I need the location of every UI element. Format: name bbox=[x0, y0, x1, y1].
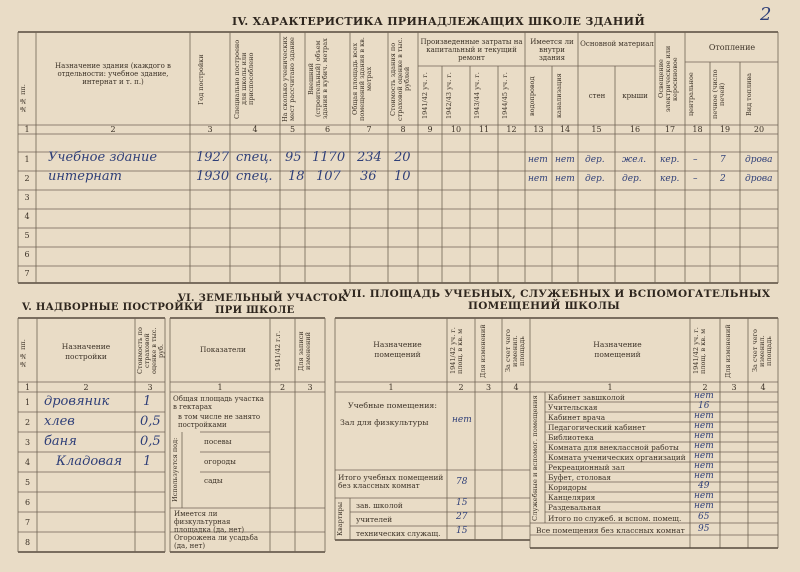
s7-rooms-header-left: Назначение помещений bbox=[373, 340, 422, 359]
rownum: 7 bbox=[24, 518, 31, 527]
outbuilding-name-cell: дровяник bbox=[44, 394, 110, 409]
building-year-cell: 1930 bbox=[196, 169, 230, 184]
s7-area-header-left: 1941/42 уч. г. площ. в кв. м bbox=[449, 327, 464, 375]
col-repair-group-header: Произведенные затраты на капитальный и текущий ремонт bbox=[420, 38, 523, 62]
col-repair-1941-header: 1941/42 уч. г. bbox=[421, 72, 429, 120]
colnum: 3 bbox=[485, 383, 492, 392]
s6-fenced: Огорожена ли усадьба (да, нет) bbox=[174, 534, 259, 550]
colnum: 2 bbox=[279, 383, 286, 392]
colnum: 14 bbox=[559, 125, 571, 134]
col-heating-header: Отопление bbox=[708, 43, 756, 52]
building-water-cell: нет bbox=[528, 155, 548, 165]
s6-sport-ground: Имеется ли физкультурная площадка (да, нет) bbox=[174, 510, 245, 534]
service-room-name: Буфет, столовая bbox=[548, 473, 611, 482]
rownum: 3 bbox=[24, 193, 30, 202]
s6-crops: посевы bbox=[204, 437, 232, 446]
outbuilding-cost-cell: 0,5 bbox=[140, 414, 161, 429]
col-lighting-header: Освещение электрическое или керосиновое bbox=[657, 45, 679, 113]
s7-apartments: Квартиры bbox=[336, 502, 344, 536]
colnum: 4 bbox=[513, 383, 519, 392]
colnum: 3 bbox=[307, 383, 313, 392]
section6-title-2: ПРИ ШКОЛЕ bbox=[215, 305, 295, 316]
service-room-name: Комната для внеклассной работы bbox=[548, 443, 679, 452]
s7-total-edu: Итого учебных помещений без классных комнат bbox=[338, 473, 444, 490]
col-area-header: Общая площадь всех помещений здания в кв. метрах bbox=[351, 37, 373, 121]
colnum: 19 bbox=[719, 125, 731, 134]
colnum: 3 bbox=[147, 383, 153, 392]
service-room-value: нет bbox=[694, 451, 714, 461]
rownum: 4 bbox=[24, 212, 30, 221]
s7-apt-tech-value: 15 bbox=[456, 526, 468, 536]
outbuilding-name-cell: баня bbox=[44, 434, 77, 449]
colnum: 3 bbox=[207, 125, 213, 134]
rownum: 5 bbox=[24, 231, 30, 240]
col-stoves-header: печное (число печей) bbox=[711, 69, 726, 119]
building-area-cell: 234 bbox=[357, 150, 382, 165]
building-fuel-cell: дрова bbox=[745, 174, 773, 184]
service-room-value: 16 bbox=[698, 401, 710, 411]
building-places-cell: 18 bbox=[288, 169, 305, 184]
s6-used-for: Используется под: bbox=[171, 437, 179, 503]
s7-apt-head: зав. школой bbox=[356, 501, 403, 510]
building-year-cell: 1927 bbox=[196, 150, 230, 165]
colnum: 5 bbox=[289, 125, 296, 134]
building-volume-cell: 1170 bbox=[312, 150, 346, 165]
building-places-cell: 95 bbox=[285, 150, 302, 165]
service-room-name: Канцелярия bbox=[548, 493, 596, 502]
colnum: 1 bbox=[24, 125, 30, 134]
s7-edu-rooms: Учебные помещения: bbox=[348, 401, 437, 410]
col-name-header: Назначение здания (каждого в отдельности: учебное здание, интернат и т. п.) bbox=[55, 62, 171, 86]
s6-orchards: сады bbox=[204, 476, 223, 485]
section7-title-2: ПОМЕЩЕНИЙ ШКОЛЫ bbox=[468, 300, 621, 312]
col-amenities-header: Имеется ли внутри здания bbox=[530, 38, 574, 62]
s6-total-area: Общая площадь участка в гектарах bbox=[173, 395, 264, 411]
s7-apt-tech: технических служащ. bbox=[356, 529, 441, 538]
section6-title: VI. ЗЕМЕЛЬНЫЙ УЧАСТОК bbox=[178, 293, 348, 304]
building-stoves-cell: 2 bbox=[720, 174, 726, 184]
col-repair-1944-header: 1944/45 уч. г. bbox=[501, 72, 509, 120]
s6-indicators-header: Показатели bbox=[200, 345, 246, 354]
colnum: 3 bbox=[731, 383, 737, 392]
s7-changes-header-right: Для изменений bbox=[724, 324, 732, 378]
colnum: 11 bbox=[478, 125, 490, 134]
service-room-name: Коридоры bbox=[548, 483, 587, 492]
colnum: 16 bbox=[629, 125, 641, 134]
section4-title: IV. ХАРАКТЕРИСТИКА ПРИНАДЛЕЖАЩИХ ШКОЛЕ ЗДАНИЙ bbox=[232, 15, 646, 28]
s7-rooms-header-right: Назначение помещений bbox=[593, 340, 642, 359]
building-special-cell: спец. bbox=[236, 169, 273, 184]
colnum: 20 bbox=[753, 125, 765, 134]
building-central-cell: – bbox=[693, 155, 698, 165]
rownum: 7 bbox=[24, 269, 30, 278]
s7-apt-head-value: 15 bbox=[456, 498, 468, 508]
building-volume-cell: 107 bbox=[316, 169, 341, 184]
building-sewer-cell: нет bbox=[555, 155, 575, 165]
colnum: 17 bbox=[664, 125, 676, 134]
colnum: 2 bbox=[458, 383, 464, 392]
colnum: 12 bbox=[506, 125, 517, 134]
col-places-header: На сколько ученических мест рассчитано здание bbox=[281, 36, 296, 122]
building-stoves-cell: 7 bbox=[720, 155, 726, 165]
s7-apt-teachers-value: 27 bbox=[456, 512, 468, 522]
service-room-value: нет bbox=[694, 461, 714, 471]
building-walls-cell: дер. bbox=[585, 155, 605, 165]
building-cost-cell: 20 bbox=[394, 150, 411, 165]
service-room-value: нет bbox=[694, 491, 714, 501]
s7-gym: Зал для физкультуры bbox=[340, 418, 429, 427]
page-number: 2 bbox=[760, 4, 772, 25]
colnum: 13 bbox=[533, 125, 544, 134]
s7-service-label: Служебные и вспомог. помещения bbox=[531, 395, 539, 521]
col-walls-header: стен bbox=[588, 92, 606, 100]
service-room-value: нет bbox=[694, 411, 714, 421]
service-room-value: нет bbox=[694, 391, 714, 401]
building-central-cell: – bbox=[693, 174, 698, 184]
section5-title: V. НАДВОРНЫЕ ПОСТРОЙКИ bbox=[22, 302, 204, 313]
col-material-header: Основной материал bbox=[580, 40, 654, 48]
s7-all-rooms-value: 95 bbox=[698, 524, 710, 534]
building-name-cell: Учебное здание bbox=[48, 150, 158, 165]
col-roof-header: крыши bbox=[622, 92, 648, 100]
building-name-cell: интернат bbox=[48, 169, 122, 184]
colnum: 8 bbox=[400, 125, 406, 134]
building-roof-cell: жел. bbox=[622, 155, 647, 165]
s7-total-service-value: 65 bbox=[698, 512, 710, 522]
outbuilding-cost-cell: 0,5 bbox=[140, 434, 161, 449]
outbuilding-cost-cell: 1 bbox=[143, 394, 152, 409]
service-room-name: Раздевальная bbox=[548, 503, 601, 512]
rownum: 2 bbox=[24, 174, 30, 183]
building-sewer-cell: нет bbox=[555, 174, 575, 184]
building-water-cell: нет bbox=[528, 174, 548, 184]
s7-extra-header-right: За счет чего изменил. площадь bbox=[751, 329, 773, 373]
colnum: 1 bbox=[217, 383, 223, 392]
building-cost-cell: 10 bbox=[394, 169, 411, 184]
rownum: 1 bbox=[24, 398, 31, 407]
building-roof-cell: дер. bbox=[622, 174, 642, 184]
rownum: 6 bbox=[24, 250, 30, 259]
building-fuel-cell: дрова bbox=[745, 155, 773, 165]
col-water-header: водопровод bbox=[528, 76, 536, 116]
col-fuel-header: Вид топлива bbox=[745, 72, 753, 116]
colnum: 9 bbox=[427, 125, 433, 134]
colnum: 4 bbox=[760, 383, 766, 392]
s7-area-header-right: 1941/42 уч. г. площ. в кв. м bbox=[692, 327, 707, 375]
service-room-name: Рекреационный зал bbox=[548, 463, 625, 472]
colnum: 1 bbox=[607, 383, 613, 392]
s6-gardens: огороды bbox=[204, 457, 236, 466]
rownum: 2 bbox=[24, 418, 31, 427]
col-year-header: Год постройки bbox=[197, 54, 205, 106]
service-room-value: нет bbox=[694, 471, 714, 481]
col-repair-1942-header: 1942/43 уч. г. bbox=[445, 72, 453, 120]
col-num-header: №№ пп. bbox=[19, 84, 27, 114]
s7-total-edu-value: 78 bbox=[456, 477, 468, 487]
colnum: 1 bbox=[24, 383, 31, 392]
service-room-value: нет bbox=[694, 501, 714, 511]
s6-year-header: 1941/42 г.г. bbox=[274, 331, 282, 372]
building-special-cell: спец. bbox=[236, 150, 273, 165]
service-room-name: Педагогический кабинет bbox=[548, 423, 646, 432]
s7-changes-header-left: Для изменений bbox=[479, 324, 487, 378]
rownum: 5 bbox=[24, 478, 31, 487]
building-lighting-cell: кер. bbox=[660, 174, 680, 184]
service-room-name: Комната ученических организаций bbox=[548, 453, 686, 462]
service-room-value: 49 bbox=[698, 481, 710, 491]
rownum: 1 bbox=[24, 155, 30, 164]
s7-total-service: Итого по служеб. и вспом. помещ. bbox=[548, 514, 682, 523]
service-room-name: Кабинет завшколой bbox=[548, 393, 625, 402]
colnum: 18 bbox=[692, 125, 703, 134]
col-special-header: Специально построено для школы или приспособлено bbox=[233, 39, 255, 119]
colnum: 15 bbox=[591, 125, 602, 134]
colnum: 2 bbox=[83, 383, 89, 392]
col-central-header: центральное bbox=[687, 72, 695, 116]
s7-extra-header-left: За счет чего изменил. площадь bbox=[504, 329, 526, 373]
service-room-value: нет bbox=[694, 431, 714, 441]
s5-name-header: Назначение постройки bbox=[61, 342, 111, 361]
rownum: 8 bbox=[24, 538, 31, 547]
service-room-value: нет bbox=[694, 441, 714, 451]
s7-apt-teachers: учителей bbox=[356, 515, 393, 524]
rownum: 3 bbox=[24, 438, 31, 447]
colnum: 2 bbox=[702, 383, 708, 392]
outbuilding-name-cell: Кладовая bbox=[56, 454, 123, 469]
s5-cost-header: Стоимость по страховой оценке в тыс. руб. bbox=[136, 327, 165, 375]
service-room-value: нет bbox=[694, 421, 714, 431]
col-sewer-header: канализация bbox=[555, 73, 563, 119]
col-repair-1943-header: 1943/44 уч. г. bbox=[473, 72, 481, 120]
section7-title: VII. ПЛОЩАДЬ УЧЕБНЫХ, СЛУЖЕБНЫХ И ВСПОМОГАТЕЛЬНЫХ bbox=[343, 288, 771, 300]
s5-num-header: №№ пп. bbox=[19, 339, 27, 369]
outbuilding-name-cell: хлев bbox=[44, 414, 75, 429]
s6-changes-header: Для записи изменений bbox=[297, 331, 312, 371]
colnum: 2 bbox=[110, 125, 116, 134]
s7-gym-value: нет bbox=[452, 415, 472, 425]
service-room-name: Библиотека bbox=[548, 433, 594, 442]
rownum: 6 bbox=[24, 498, 31, 507]
colnum: 7 bbox=[366, 125, 372, 134]
colnum: 6 bbox=[324, 125, 331, 134]
colnum: 10 bbox=[450, 125, 462, 134]
colnum: 4 bbox=[252, 125, 258, 134]
s6-unbuilt-area: в том числе не занято постройками bbox=[178, 413, 261, 429]
service-room-name: Кабинет врача bbox=[548, 413, 606, 422]
col-volume-header: Внешний (строительный) объем здания в кубич. метрах bbox=[307, 38, 329, 120]
s7-all-rooms: Все помещения без классных комнат bbox=[536, 526, 685, 535]
rownum: 4 bbox=[24, 458, 31, 467]
service-room-name: Учительская bbox=[548, 403, 598, 412]
col-cost-header: Стоимость здания по страховой оценке в тыс. рублей bbox=[389, 37, 411, 121]
outbuilding-cost-cell: 1 bbox=[143, 454, 152, 469]
building-area-cell: 36 bbox=[360, 169, 377, 184]
colnum: 1 bbox=[388, 383, 394, 392]
building-lighting-cell: кер. bbox=[660, 155, 680, 165]
building-walls-cell: дер. bbox=[585, 174, 605, 184]
